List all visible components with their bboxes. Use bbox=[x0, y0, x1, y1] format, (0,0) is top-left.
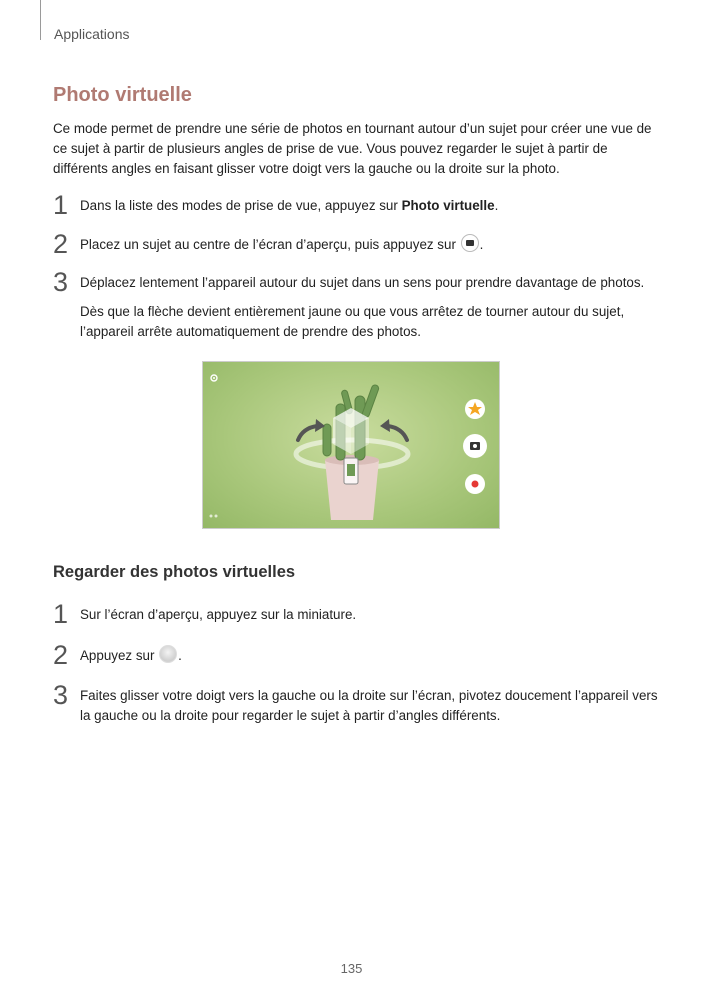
header-divider bbox=[40, 0, 41, 40]
step-text: Dans la liste des modes de prise de vue, appuyez sur Photo virtuelle. bbox=[80, 198, 499, 213]
camera-preview-screenshot bbox=[202, 361, 500, 529]
settings-icon bbox=[211, 375, 217, 381]
virtual-shot-thumbnail-icon bbox=[159, 645, 177, 663]
page-title: Photo virtuelle bbox=[53, 84, 192, 106]
step-text: Déplacez lentement l’appareil autour du sujet dans un sens pour prendre davantage de photos. bbox=[80, 275, 645, 290]
step-text: Appuyez sur . bbox=[80, 646, 670, 666]
step-number: 3 bbox=[53, 680, 69, 710]
step-number: 1 bbox=[53, 599, 69, 629]
step-number: 2 bbox=[53, 229, 69, 259]
step-text: Placez un sujet au centre de l’écran d’aperçu, puis appuyez sur . bbox=[80, 235, 670, 255]
section-heading: Regarder des photos virtuelles bbox=[53, 563, 296, 581]
step-text: Faites glisser votre doigt vers la gauche ou la droite sur l’écran, pivotez doucement l’appareil vers la gauche ou la droite pour regarder le sujet à partir d’angles différents. bbox=[80, 688, 658, 723]
preview-illustration bbox=[203, 362, 500, 529]
camera-shutter-icon bbox=[461, 234, 479, 252]
step-text: Sur l’écran d’aperçu, appuyez sur la miniature. bbox=[80, 607, 357, 622]
page-number: 135 bbox=[340, 961, 363, 976]
thumbnail-icon[interactable] bbox=[210, 515, 218, 518]
mode-name: Photo virtuelle bbox=[401, 198, 495, 213]
step-number: 3 bbox=[53, 267, 69, 297]
camera-shutter-icon[interactable] bbox=[463, 434, 487, 458]
section-header: Applications bbox=[54, 26, 130, 42]
intro-paragraph: Ce mode permet de prendre une série de photos en tournant autour d’un sujet pour créer une vue de ce sujet à partir de plusieurs angles de prise de vue. Vous pouvez regarder le sujet à partir de différents angles en faisant glisser votre doigt vers la gauche ou la droite sur la photo. bbox=[53, 121, 652, 176]
step-number: 2 bbox=[53, 640, 69, 670]
effects-star-icon[interactable] bbox=[465, 399, 485, 419]
record-icon[interactable] bbox=[465, 474, 485, 494]
step-3-note: Dès que la flèche devient entièrement jaune ou que vous arrêtez de tourner autour du sujet, l’appareil arrête automatiquement de prendre des photos. bbox=[80, 304, 625, 339]
step-number: 1 bbox=[53, 190, 69, 220]
